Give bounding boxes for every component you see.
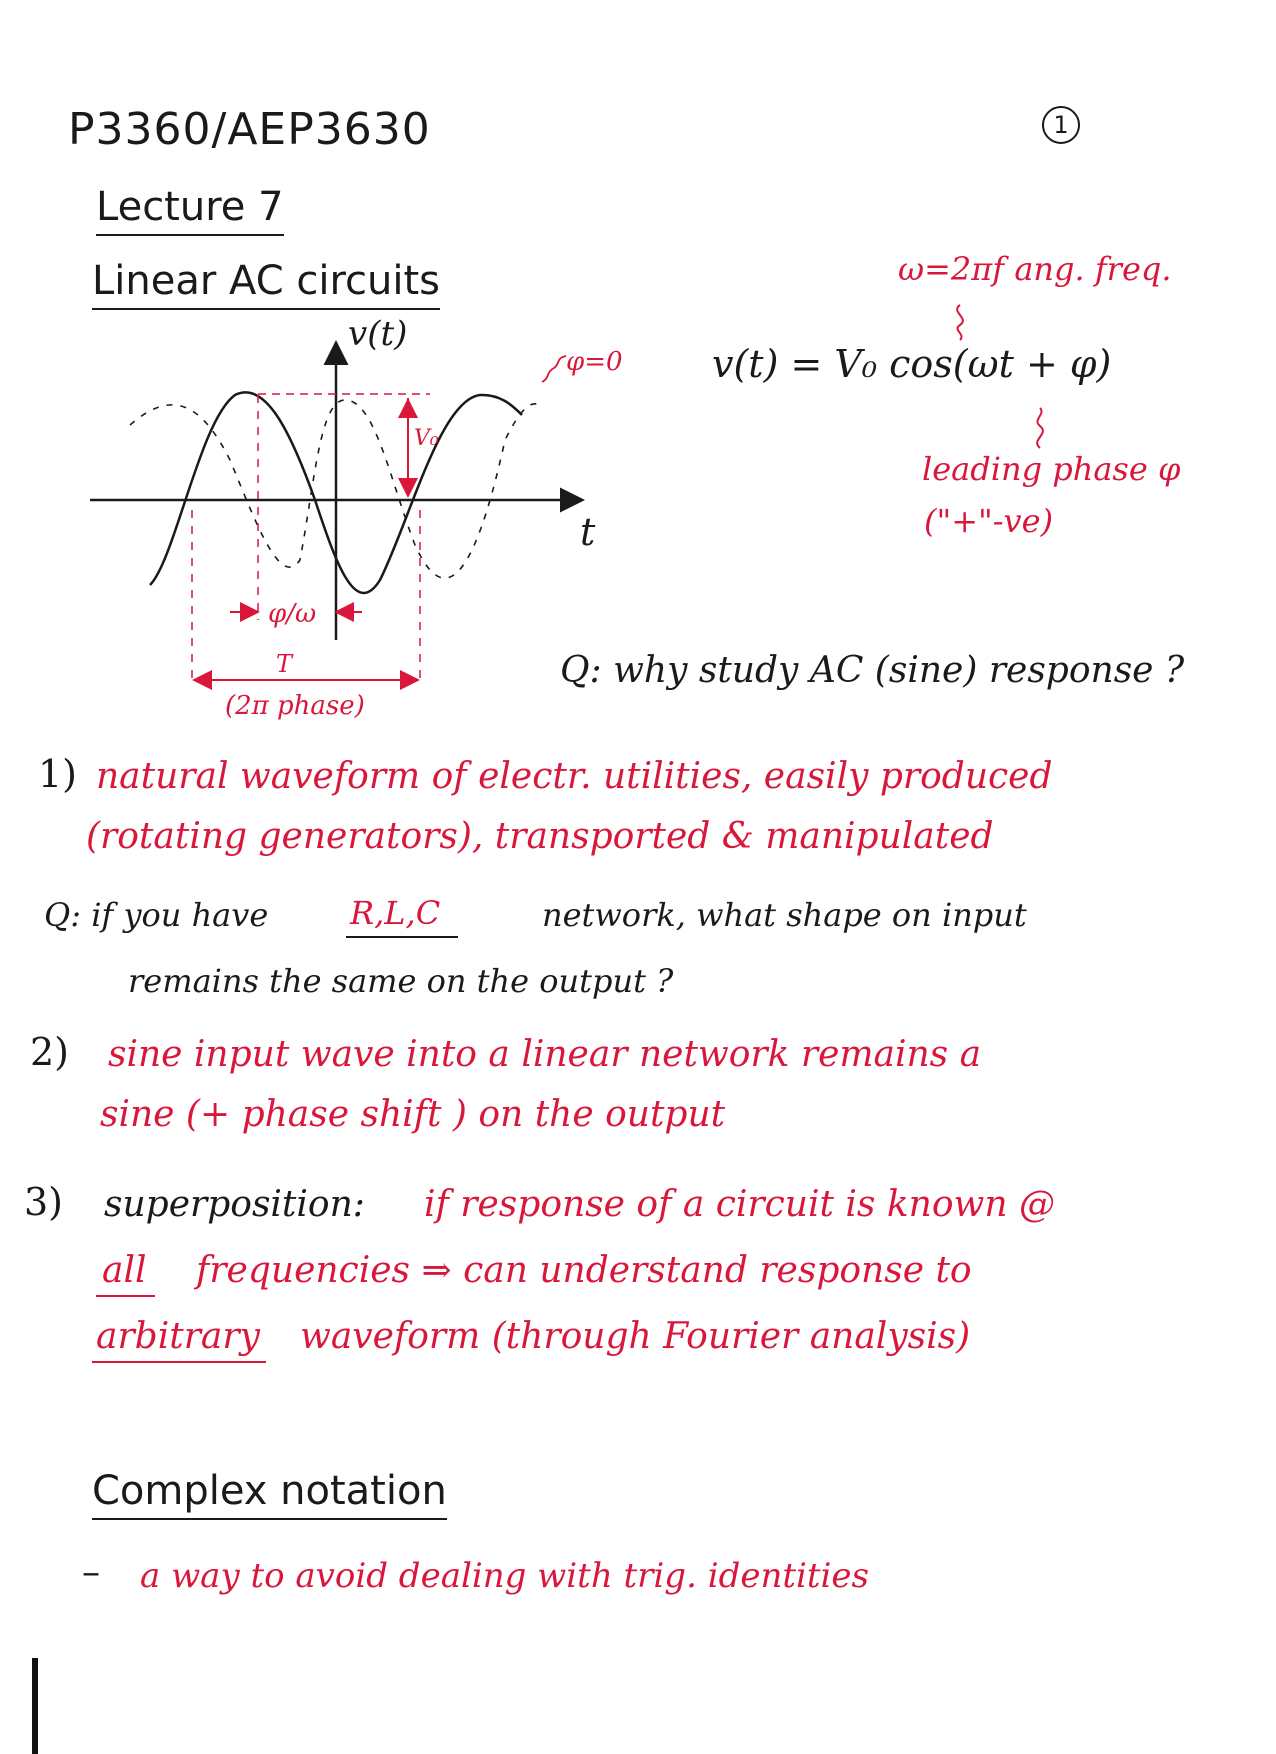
course-code: P3360/AEP3630 xyxy=(68,104,431,155)
page-number-badge: 1 xyxy=(1042,106,1080,144)
margin-mark xyxy=(32,1658,38,1754)
omega-note: ω=2πf ang. freq. xyxy=(898,250,1172,288)
question2-prefix: Q: if you have xyxy=(44,896,269,934)
phase-pointer xyxy=(1037,408,1043,448)
phase-note: leading phase φ xyxy=(922,450,1181,488)
phi-zero-label: φ=0 xyxy=(566,347,623,377)
point1-line2: (rotating generators), transported & manipulated xyxy=(86,816,994,857)
point3-all: all xyxy=(96,1250,155,1297)
period-note: (2π phase) xyxy=(225,691,365,721)
omega-pointer xyxy=(957,305,963,340)
point3-line2-rest: frequencies ⇒ can understand response to xyxy=(196,1250,972,1291)
question2-line2: remains the same on the output ? xyxy=(128,962,674,1000)
complex-notation-text: a way to avoid dealing with trig. identities xyxy=(140,1556,869,1596)
amplitude-label: V₀ xyxy=(414,426,439,451)
point1-line1: natural waveform of electr. utilities, easily produced xyxy=(96,756,1053,797)
x-axis-label: t xyxy=(580,510,596,554)
phase-sign-note: ("+"-ve) xyxy=(924,502,1054,540)
y-axis-label: v(t) xyxy=(348,314,408,354)
phase-offset-label: φ/ω xyxy=(268,599,317,629)
point3-number: 3) xyxy=(24,1180,64,1224)
question2-suffix: network, what shape on input xyxy=(542,896,1027,934)
lecture-title: Lecture 7 xyxy=(96,184,284,236)
point3-arbitrary: arbitrary xyxy=(92,1316,266,1363)
point3-label: superposition: xyxy=(104,1184,365,1225)
complex-notation-bullet: – xyxy=(82,1552,100,1593)
point1-number: 1) xyxy=(38,752,78,796)
point2-line1: sine input wave into a linear network remains a xyxy=(108,1034,982,1075)
period-label: T xyxy=(276,650,293,678)
point2-number: 2) xyxy=(30,1030,70,1074)
question-why-ac: Q: why study AC (sine) response ? xyxy=(560,650,1185,691)
phi-zero-pointer xyxy=(542,356,566,382)
point3-line3-rest: waveform (through Fourier analysis) xyxy=(300,1316,971,1357)
complex-notation-heading: Complex notation xyxy=(92,1468,447,1520)
question2-rlc: R,L,C xyxy=(346,894,458,938)
main-equation: v(t) = V₀ cos(ωt + φ) xyxy=(712,342,1112,386)
point2-line2: sine (+ phase shift ) on the output xyxy=(100,1094,726,1135)
point3-line1-rest: if response of a circuit is known @ xyxy=(424,1184,1055,1225)
topic-title: Linear AC circuits xyxy=(92,258,440,310)
